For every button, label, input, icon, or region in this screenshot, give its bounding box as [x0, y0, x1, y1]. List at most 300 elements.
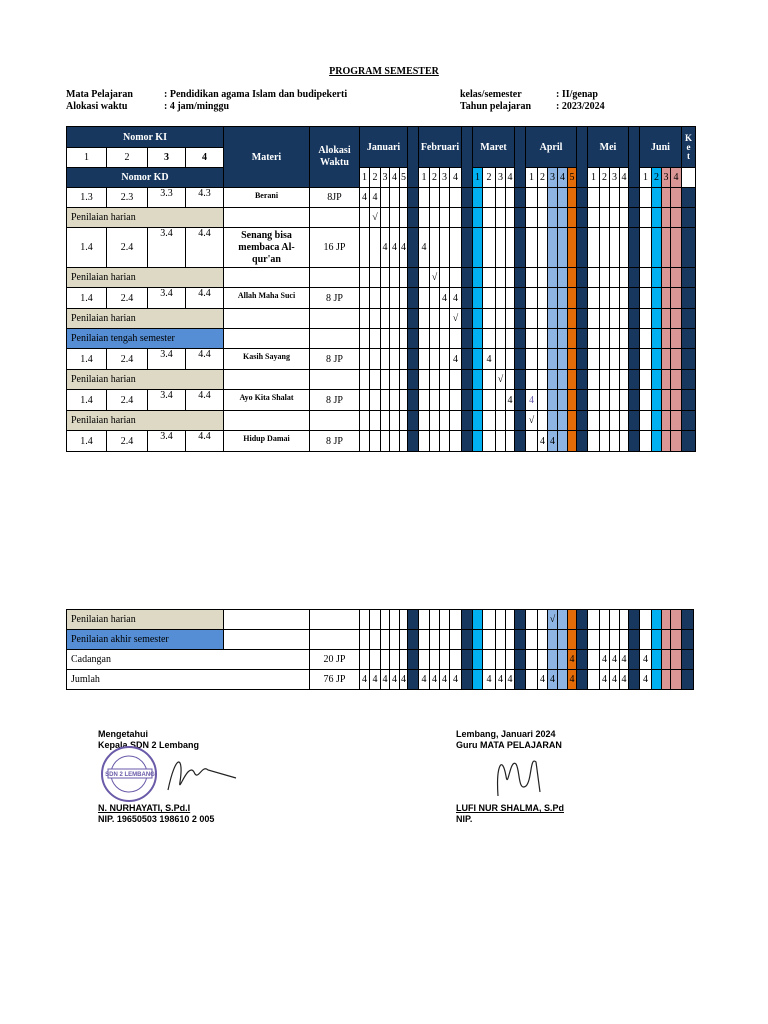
- tahun-value: : 2023/2024: [556, 101, 605, 112]
- week-cell: [450, 188, 462, 208]
- week-cell: [430, 650, 440, 670]
- week-cell: [538, 228, 548, 268]
- month-separator: [515, 390, 526, 411]
- week-number: 3: [496, 168, 506, 188]
- alokasi-value: : 4 jam/minggu: [164, 101, 229, 112]
- penilaian-harian-row: [67, 411, 696, 431]
- week-cell: [640, 349, 652, 370]
- materi-cell: [224, 610, 310, 630]
- week-cell: 4: [640, 670, 652, 690]
- week-cell: [430, 411, 440, 431]
- materi-cell: [224, 208, 310, 228]
- week-cell: [610, 188, 620, 208]
- week-cell: [473, 349, 483, 370]
- week-cell: [400, 610, 408, 630]
- week-cell: [370, 268, 381, 288]
- week-cell: [548, 411, 558, 431]
- week-cell: [538, 610, 548, 630]
- principal-stamp-signature: [96, 742, 246, 804]
- week-cell: [506, 208, 515, 228]
- month-separator: [462, 288, 473, 309]
- kd-number: 3.4: [148, 349, 186, 370]
- week-cell: [381, 208, 390, 228]
- month-separator: [462, 431, 473, 452]
- week-cell: [526, 228, 538, 268]
- week-cell: [662, 370, 671, 390]
- week-cell: 4: [483, 670, 496, 690]
- kd-number: 1.4: [67, 288, 107, 309]
- week-cell: [548, 390, 558, 411]
- week-cell: [526, 431, 538, 452]
- week-number: 3: [662, 168, 671, 188]
- month-separator: [577, 610, 588, 630]
- month-separator: [629, 208, 640, 228]
- week-cell: [671, 630, 682, 650]
- ket-cell: [682, 670, 694, 690]
- week-cell: [440, 390, 450, 411]
- week-number: 4: [620, 168, 629, 188]
- month-separator: [577, 370, 588, 390]
- week-cell: [400, 431, 408, 452]
- week-cell: [538, 268, 548, 288]
- week-cell: [538, 349, 548, 370]
- week-cell: 4: [400, 670, 408, 690]
- week-cell: [652, 329, 662, 349]
- week-cell: [620, 288, 629, 309]
- week-cell: [496, 630, 506, 650]
- week-cell: [588, 670, 600, 690]
- week-cell: [381, 390, 390, 411]
- week-cell: [538, 309, 548, 329]
- week-cell: [370, 309, 381, 329]
- week-cell: [538, 288, 548, 309]
- month-separator: [629, 288, 640, 309]
- kd-number: 3.4: [148, 288, 186, 309]
- week-cell: [390, 630, 400, 650]
- ket-cell: [682, 188, 696, 208]
- week-cell: [360, 411, 370, 431]
- week-cell: [662, 411, 671, 431]
- kd-number: 4.4: [186, 349, 224, 370]
- week-number: 5: [400, 168, 408, 188]
- week-number: 2: [483, 168, 496, 188]
- week-cell: [588, 288, 600, 309]
- week-cell: [640, 390, 652, 411]
- week-cell: [620, 188, 629, 208]
- week-cell: [450, 329, 462, 349]
- week-cell: [483, 610, 496, 630]
- alokasi-cell: [310, 329, 360, 349]
- week-cell: [558, 370, 568, 390]
- materi-cell: [224, 630, 310, 650]
- month-separator: [515, 288, 526, 309]
- week-cell: [360, 288, 370, 309]
- week-cell: [662, 610, 671, 630]
- ket-cell: [682, 370, 696, 390]
- week-cell: 4: [381, 670, 390, 690]
- week-cell: [671, 650, 682, 670]
- kd-number: 3.3: [148, 188, 186, 208]
- week-cell: [662, 228, 671, 268]
- tahun-label: Tahun pelajaran: [460, 101, 532, 112]
- month-separator: [629, 309, 640, 329]
- month-separator: [408, 127, 419, 188]
- week-cell: [640, 431, 652, 452]
- week-cell: [588, 630, 600, 650]
- week-cell: [568, 431, 577, 452]
- week-cell: [440, 228, 450, 268]
- week-cell: [588, 370, 600, 390]
- penilaian-tengah-semester-row-label: Penilaian tengah semester: [67, 329, 224, 349]
- ket-cell: [682, 411, 696, 431]
- month-separator: [408, 329, 419, 349]
- week-cell: [548, 630, 558, 650]
- principal-nip: NIP. 19650503 198610 2 005: [98, 814, 215, 824]
- week-cell: [548, 188, 558, 208]
- month-separator: [629, 127, 640, 188]
- week-cell: 4: [506, 390, 515, 411]
- week-cell: [558, 288, 568, 309]
- week-cell: [568, 268, 577, 288]
- week-cell: [450, 411, 462, 431]
- month-separator: [462, 411, 473, 431]
- month-separator: [629, 630, 640, 650]
- month-separator: [629, 268, 640, 288]
- week-cell: [496, 228, 506, 268]
- month-separator: [462, 188, 473, 208]
- week-cell: [662, 390, 671, 411]
- week-number: 2: [430, 168, 440, 188]
- week-cell: [360, 309, 370, 329]
- week-cell: [360, 268, 370, 288]
- week-cell: [473, 370, 483, 390]
- month-header-januari: Januari: [360, 127, 408, 168]
- week-cell: [400, 208, 408, 228]
- alokasi-cell: [310, 370, 360, 390]
- week-cell: [450, 610, 462, 630]
- week-cell: [588, 411, 600, 431]
- week-cell: [640, 268, 652, 288]
- week-cell: [483, 228, 496, 268]
- week-cell: [588, 390, 600, 411]
- week-cell: [610, 390, 620, 411]
- week-cell: [588, 431, 600, 452]
- kd-number: 4.4: [186, 431, 224, 452]
- week-cell: [652, 650, 662, 670]
- week-number: 4: [390, 168, 400, 188]
- week-cell: [381, 610, 390, 630]
- week-number: 2: [370, 168, 381, 188]
- alokasi-cell: 8 JP: [310, 390, 360, 411]
- week-number: 4: [671, 168, 682, 188]
- week-cell: [671, 411, 682, 431]
- month-separator: [462, 630, 473, 650]
- week-cell: [588, 329, 600, 349]
- week-cell: [526, 670, 538, 690]
- materi-cell: Hidup Damai: [224, 431, 310, 452]
- penilaian-harian-row: [67, 309, 696, 329]
- week-cell: [506, 610, 515, 630]
- week-cell: [473, 630, 483, 650]
- week-cell: [400, 309, 408, 329]
- week-cell: [548, 349, 558, 370]
- week-cell: [381, 650, 390, 670]
- week-cell: [610, 610, 620, 630]
- week-cell: [652, 349, 662, 370]
- week-cell: [526, 268, 538, 288]
- week-cell: [370, 370, 381, 390]
- kelas-value: : II/genap: [556, 89, 598, 100]
- jumlah-row-value: 76 JP: [310, 670, 360, 690]
- penilaian-harian-row-label: Penilaian harian: [67, 208, 224, 228]
- kd-number: 1.4: [67, 390, 107, 411]
- week-cell: [652, 630, 662, 650]
- week-cell: 4: [610, 650, 620, 670]
- month-header-april: April: [526, 127, 577, 168]
- week-cell: [600, 208, 610, 228]
- week-cell: [390, 411, 400, 431]
- month-separator: [408, 208, 419, 228]
- week-cell: 4: [419, 228, 430, 268]
- week-cell: [671, 228, 682, 268]
- week-cell: [610, 349, 620, 370]
- month-separator: [629, 670, 640, 690]
- week-cell: [538, 390, 548, 411]
- week-number: 1: [360, 168, 370, 188]
- week-cell: [440, 268, 450, 288]
- week-cell: [473, 390, 483, 411]
- month-separator: [408, 431, 419, 452]
- penilaian-akhir-semester-row-label: Penilaian akhir semester: [67, 630, 224, 650]
- week-cell: [588, 208, 600, 228]
- week-cell: [419, 411, 430, 431]
- week-number: 4: [558, 168, 568, 188]
- month-separator: [462, 610, 473, 630]
- week-cell: [620, 370, 629, 390]
- week-cell: [610, 208, 620, 228]
- week-cell: 4: [450, 349, 462, 370]
- week-cell: [381, 630, 390, 650]
- teacher-signature: [480, 746, 560, 804]
- page-title: PROGRAM SEMESTER: [329, 66, 439, 77]
- month-separator: [577, 650, 588, 670]
- week-cell: [360, 228, 370, 268]
- week-cell: [526, 208, 538, 228]
- ket-cell: [682, 268, 696, 288]
- week-cell: [662, 208, 671, 228]
- week-cell: √: [526, 411, 538, 431]
- week-cell: [548, 228, 558, 268]
- week-cell: [390, 268, 400, 288]
- week-cell: [538, 208, 548, 228]
- month-separator: [408, 228, 419, 268]
- week-cell: [588, 188, 600, 208]
- week-cell: [610, 288, 620, 309]
- week-cell: [430, 329, 440, 349]
- week-cell: [620, 630, 629, 650]
- week-cell: [652, 411, 662, 431]
- week-cell: [600, 309, 610, 329]
- week-cell: [506, 630, 515, 650]
- ket-cell: [682, 288, 696, 309]
- kd-row: [67, 188, 696, 208]
- mengetahui-text: Mengetahui: [98, 729, 149, 739]
- week-cell: [473, 670, 483, 690]
- week-cell: [400, 370, 408, 390]
- week-cell: 4: [538, 670, 548, 690]
- week-cell: [558, 411, 568, 431]
- week-cell: [600, 610, 610, 630]
- week-cell: 4: [496, 670, 506, 690]
- mapel-value: : Pendidikan agama Islam dan budipekerti: [164, 89, 348, 100]
- week-cell: [496, 650, 506, 670]
- week-cell: 4: [640, 650, 652, 670]
- week-cell: [600, 288, 610, 309]
- week-cell: [558, 329, 568, 349]
- week-cell: [400, 329, 408, 349]
- kd-row: [67, 431, 696, 452]
- week-number: 1: [419, 168, 430, 188]
- month-separator: [408, 610, 419, 630]
- week-cell: [419, 329, 430, 349]
- week-cell: [381, 431, 390, 452]
- week-cell: [662, 268, 671, 288]
- materi-cell: Allah Maha Suci: [224, 288, 310, 309]
- week-cell: [440, 411, 450, 431]
- week-cell: [620, 329, 629, 349]
- week-cell: [440, 349, 450, 370]
- month-separator: [577, 349, 588, 370]
- month-separator: [577, 411, 588, 431]
- week-cell: [390, 188, 400, 208]
- month-separator: [408, 268, 419, 288]
- place-date: Lembang, Januari 2024: [456, 729, 556, 739]
- kd-number: 2.4: [107, 228, 148, 268]
- week-cell: [671, 431, 682, 452]
- week-cell: [440, 370, 450, 390]
- week-cell: [473, 188, 483, 208]
- week-number: 1: [473, 168, 483, 188]
- week-cell: [652, 228, 662, 268]
- week-cell: [473, 329, 483, 349]
- week-number: 5: [568, 168, 577, 188]
- week-cell: [483, 188, 496, 208]
- week-number: 2: [538, 168, 548, 188]
- week-cell: [450, 268, 462, 288]
- week-cell: [360, 329, 370, 349]
- week-cell: [640, 370, 652, 390]
- week-cell: [419, 610, 430, 630]
- week-cell: [538, 650, 548, 670]
- week-cell: 4: [620, 650, 629, 670]
- week-cell: 4: [548, 431, 558, 452]
- week-cell: [548, 268, 558, 288]
- month-separator: [629, 650, 640, 670]
- week-cell: [483, 431, 496, 452]
- week-cell: 4: [370, 670, 381, 690]
- month-separator: [515, 610, 526, 630]
- week-cell: [370, 390, 381, 411]
- week-cell: [548, 650, 558, 670]
- week-cell: [640, 411, 652, 431]
- week-cell: [620, 610, 629, 630]
- penilaian-harian-row-label: Penilaian harian: [67, 610, 224, 630]
- month-separator: [629, 431, 640, 452]
- ket-cell: [682, 431, 696, 452]
- week-number: 1: [526, 168, 538, 188]
- week-cell: 4: [610, 670, 620, 690]
- month-separator: [629, 329, 640, 349]
- kd-number: 3.4: [148, 228, 186, 268]
- week-cell: [440, 610, 450, 630]
- kd-number: 4.3: [186, 188, 224, 208]
- week-cell: [430, 288, 440, 309]
- week-cell: [473, 288, 483, 309]
- week-cell: [662, 349, 671, 370]
- week-cell: [381, 329, 390, 349]
- week-cell: [390, 390, 400, 411]
- week-cell: [640, 329, 652, 349]
- month-separator: [629, 610, 640, 630]
- alokasi-cell: [310, 309, 360, 329]
- ket-cell: [682, 349, 696, 370]
- week-cell: [370, 228, 381, 268]
- month-separator: [408, 370, 419, 390]
- week-cell: [419, 188, 430, 208]
- week-cell: [526, 370, 538, 390]
- week-cell: [400, 268, 408, 288]
- month-separator: [462, 309, 473, 329]
- week-cell: [671, 188, 682, 208]
- alokasi-cell: 16 JP: [310, 228, 360, 268]
- week-cell: 4: [370, 188, 381, 208]
- kd-number: 2.4: [107, 390, 148, 411]
- month-separator: [408, 670, 419, 690]
- week-cell: [588, 228, 600, 268]
- month-separator: [577, 390, 588, 411]
- week-cell: [548, 309, 558, 329]
- week-cell: [496, 208, 506, 228]
- teacher-name: LUFI NUR SHALMA, S.Pd: [456, 803, 564, 813]
- week-cell: [440, 329, 450, 349]
- week-cell: [662, 188, 671, 208]
- week-cell: [419, 208, 430, 228]
- month-separator: [462, 390, 473, 411]
- week-cell: [600, 349, 610, 370]
- week-cell: 4: [400, 228, 408, 268]
- week-cell: [600, 268, 610, 288]
- week-cell: [652, 390, 662, 411]
- week-cell: [620, 431, 629, 452]
- month-separator: [515, 431, 526, 452]
- ket-cell: [682, 390, 696, 411]
- week-cell: [568, 309, 577, 329]
- week-cell: [600, 630, 610, 650]
- materi-cell: Senang bisa membaca Al-qur'an: [224, 228, 310, 268]
- week-cell: 4: [600, 670, 610, 690]
- week-cell: [652, 309, 662, 329]
- alokasi-header: Alokasi Waktu: [310, 127, 360, 188]
- week-cell: 4: [450, 670, 462, 690]
- month-separator: [462, 329, 473, 349]
- month-separator: [515, 411, 526, 431]
- week-cell: [558, 650, 568, 670]
- week-cell: [430, 390, 440, 411]
- ket-header: K e t: [682, 127, 696, 168]
- week-cell: [652, 268, 662, 288]
- month-separator: [515, 208, 526, 228]
- week-cell: 4: [450, 288, 462, 309]
